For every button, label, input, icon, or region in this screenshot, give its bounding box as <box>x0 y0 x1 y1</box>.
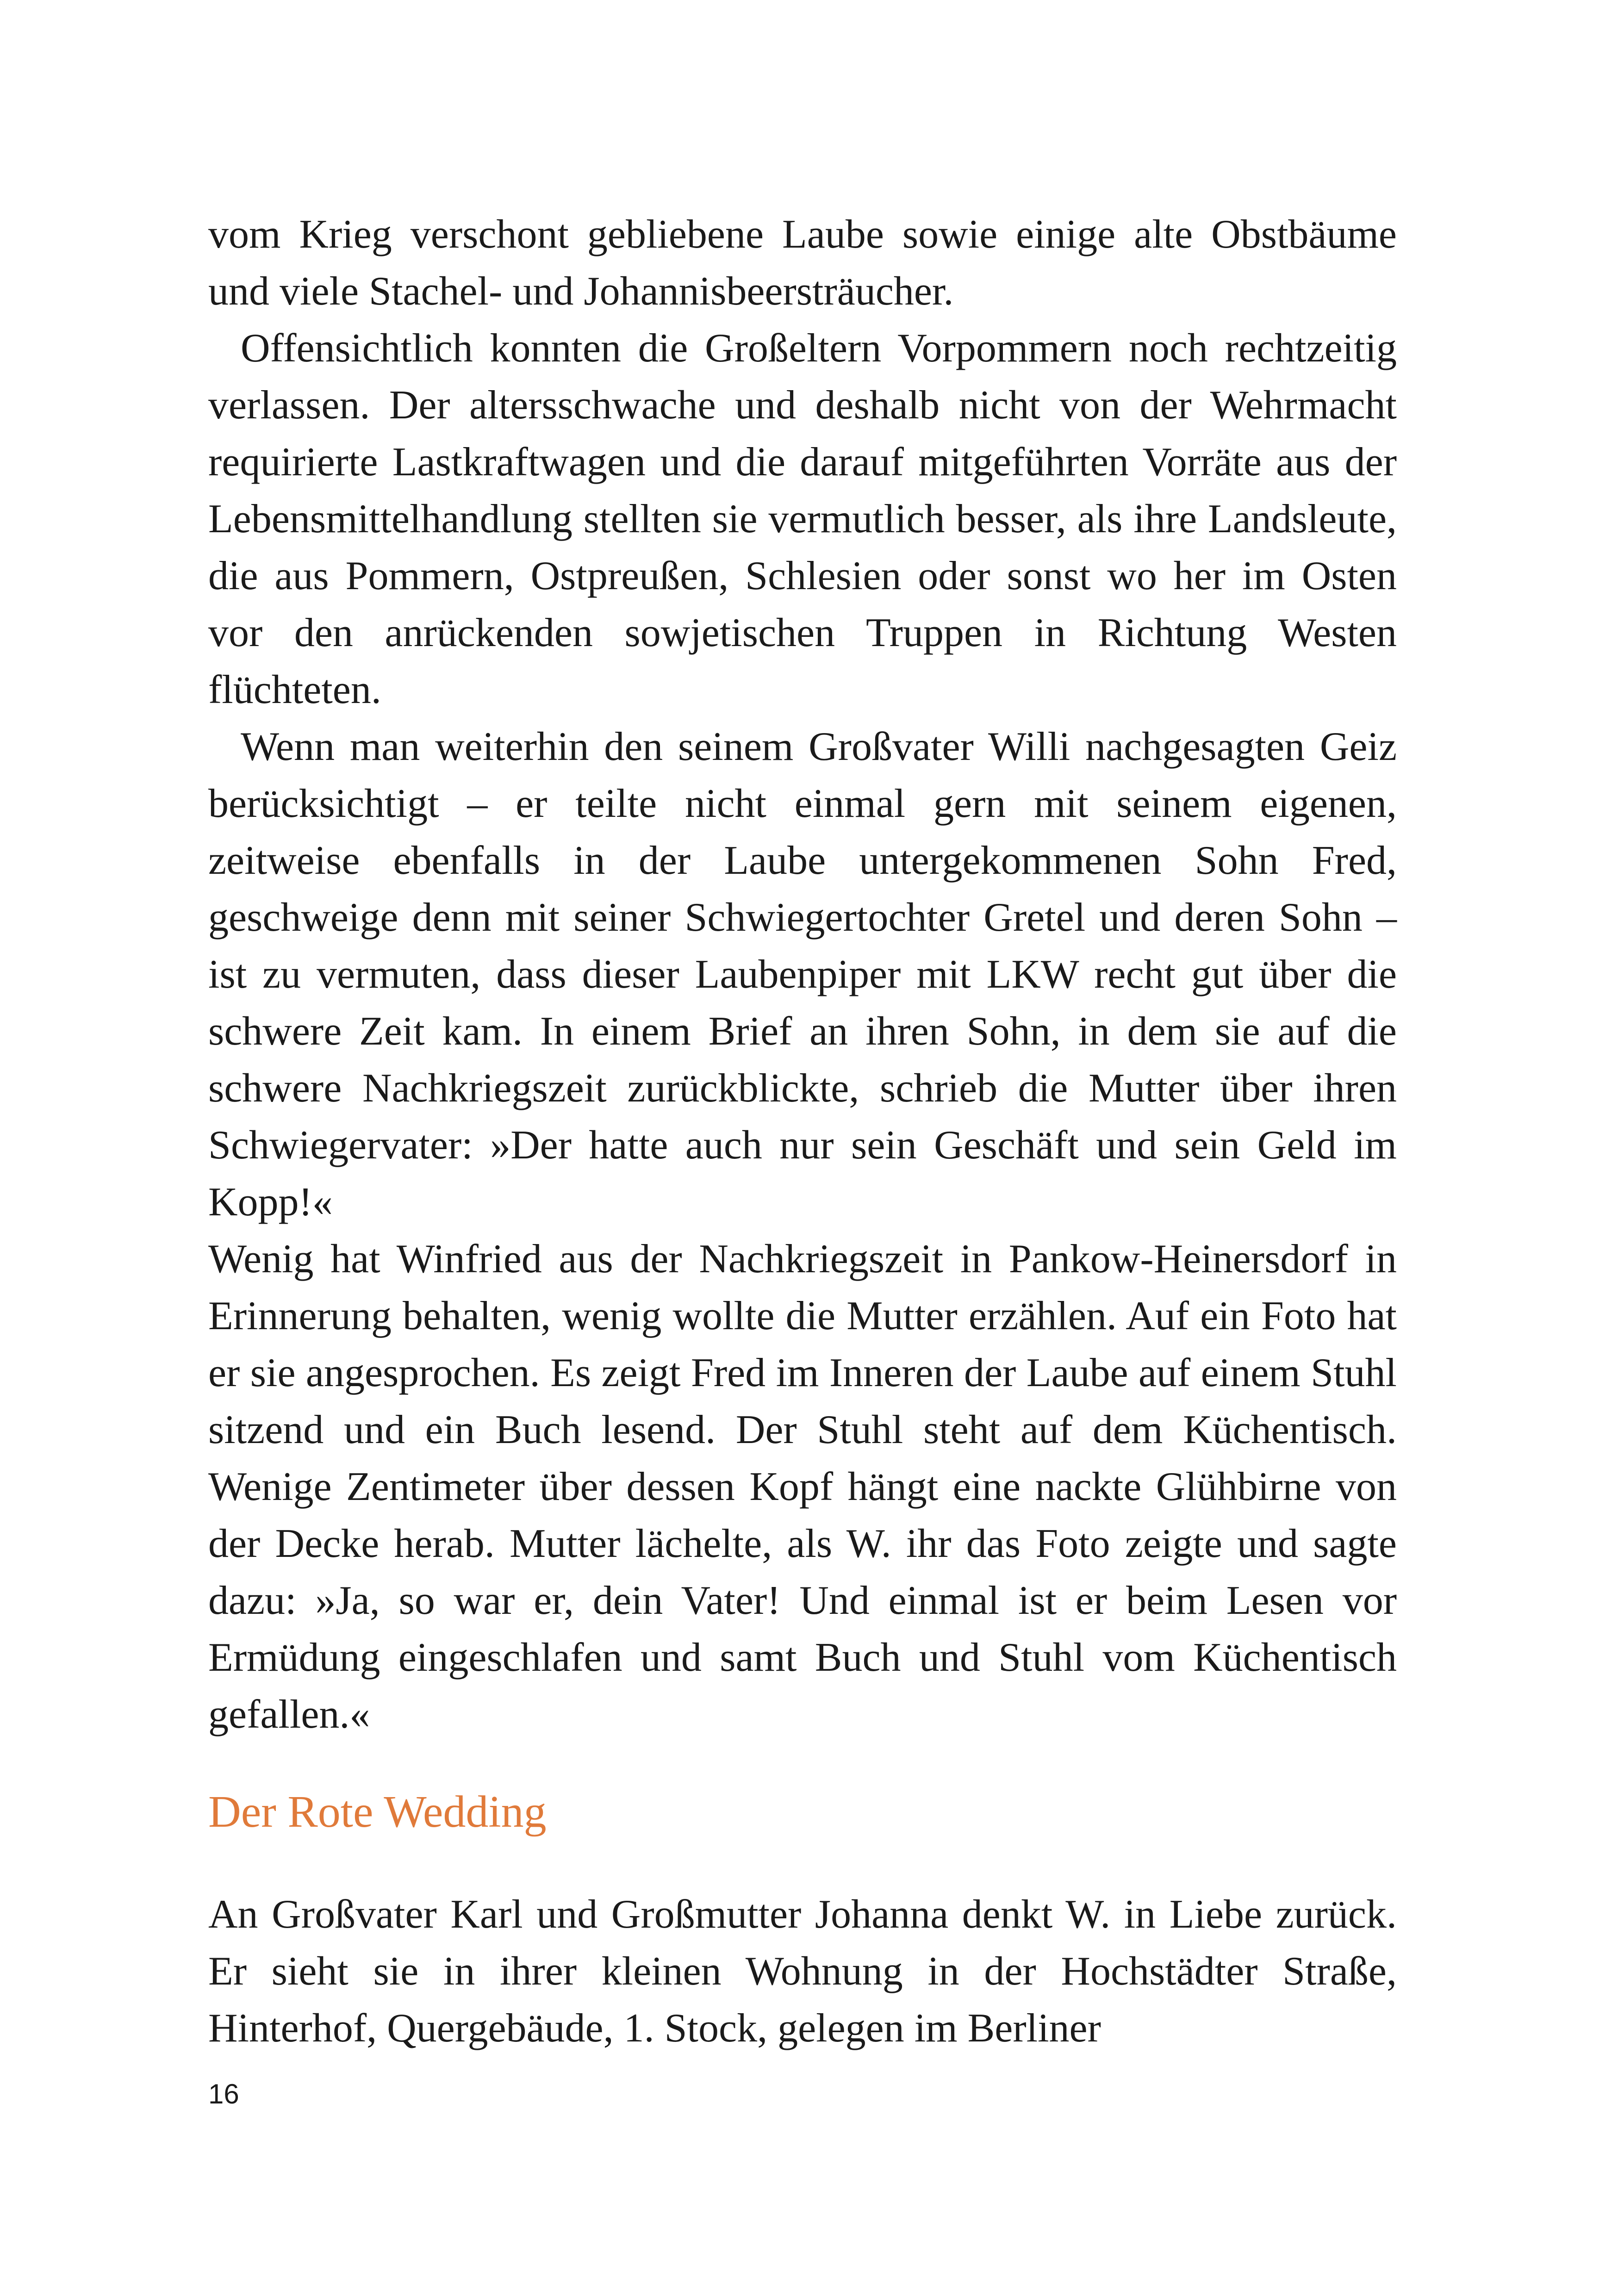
paragraph: An Großvater Karl und Großmutter Johanna denkt W. in Liebe zurück. Er sieht sie in ihrer kleinen Wohnung in der Hochstädter Straße, Hinterhof, Quergebäude, 1. Stock, gelegen im Berliner <box>208 1892 1397 2051</box>
page-number: 16 <box>208 2078 239 2109</box>
body-text-bottom <box>208 1886 1397 2057</box>
body-text-top <box>208 206 1397 1743</box>
paragraph: vom Krieg verschont gebliebene Laube sowie einige alte Obstbäume und viele Stachel- und Johannisbeersträucher. <box>208 212 1397 314</box>
paragraph: Offensichtlich konnten die Großeltern Vorpommern noch rechtzeitig verlassen. Der altersschwache und deshalb nicht von der Wehrmacht requirierte Lastkraftwagen und die darauf mitgeführten Vorräte aus der Lebensmittelhandlung stellten sie vermutlich besser, als ihre Landsleute, die aus Pommern, Ostpreußen, Schlesien oder sonst wo her im Osten vor den anrückenden sowjetischen Truppen in Richtung Westen flüchteten. <box>208 326 1397 712</box>
paragraph: Wenn man weiterhin den seinem Großvater Willi nachgesagten Geiz berücksichtigt – er teilte nicht einmal gern mit seinem eigenen, zeitweise ebenfalls in der Laube untergekommenen Sohn Fred, geschweige denn mit seiner Schwiegertochter Gretel und deren Sohn – ist zu vermuten, dass dieser Laubenpiper mit LKW recht gut über die schwere Zeit kam. In einem Brief an ihren Sohn, in dem sie auf die schwere Nachkriegszeit zurückblickte, schrieb die Mutter über ihren Schwiegervater: »Der hatte auch nur sein Geschäft und sein Geld im Kopp!« <box>208 724 1397 1225</box>
paragraph: Wenig hat Winfried aus der Nachkriegszeit in Pankow-Heinersdorf in Erinnerung behalten, wenig wollte die Mutter erzählen. Auf ein Foto hat er sie angesprochen. Es zeigt Fred im Inneren der Laube auf einem Stuhl sitzend und ein Buch lesend. Der Stuhl steht auf dem Küchentisch. Wenige Zentimeter über dessen Kopf hängt eine nackte Glühbirne von der Decke herab. Mutter lächelte, als W. ihr das Foto zeigte und sagte dazu: »Ja, so war er, dein Vater! Und einmal ist er beim Lesen vor Ermüdung eingeschlafen und samt Buch und Stuhl vom Küchentisch gefallen.« <box>208 1237 1397 1737</box>
section-heading: Der Rote Wedding <box>208 1787 547 1837</box>
